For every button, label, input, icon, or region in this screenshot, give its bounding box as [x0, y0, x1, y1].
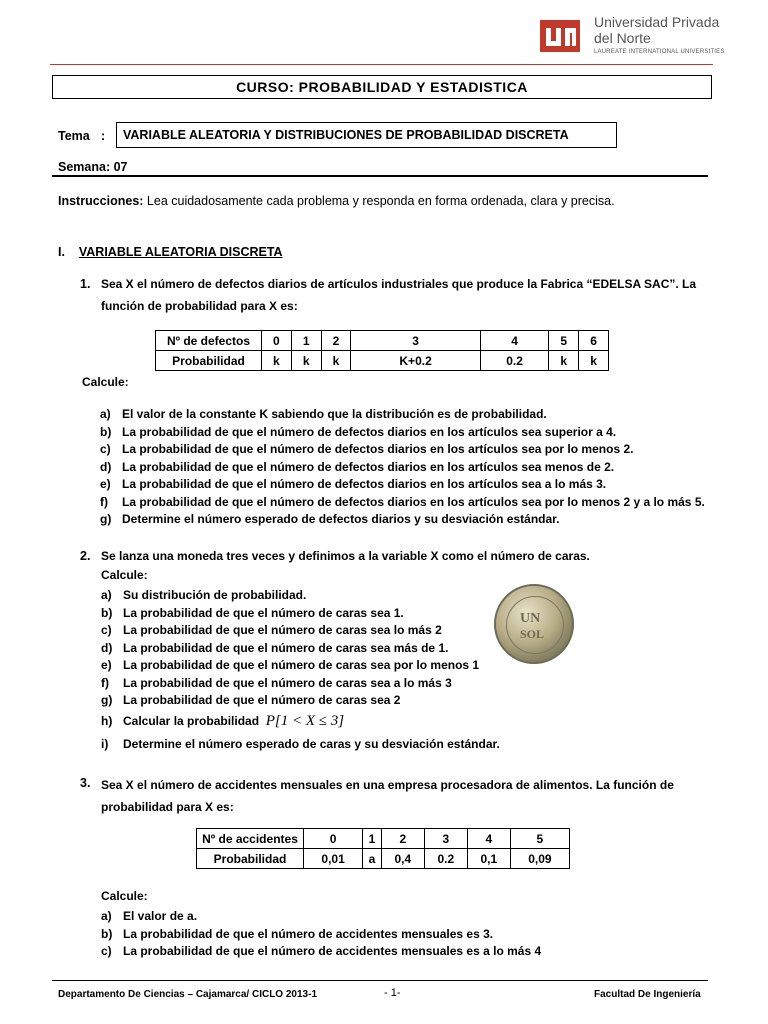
footer-divider — [52, 980, 708, 981]
item-text: La probabilidad de que el número de defectos diarios en los artículos sea superior a 4. — [122, 424, 617, 439]
list-item — [101, 908, 541, 926]
problem-2-number: 2. — [80, 549, 91, 563]
item-label: a) — [101, 909, 112, 923]
list-item — [101, 605, 500, 623]
list-item — [101, 675, 500, 693]
table-cell: k — [262, 351, 292, 371]
table-cell: Nº de accidentes — [197, 829, 304, 849]
item-text: La probabilidad de que el número de defectos diarios en los artículos sea por lo menos 2. — [122, 442, 634, 456]
problem-3-number: 3. — [80, 776, 91, 790]
table-row — [197, 829, 570, 849]
table-cell: 0,09 — [510, 849, 569, 869]
item-label: c) — [101, 623, 112, 637]
table-cell: k — [579, 351, 609, 371]
problem-3-line2: probabilidad para X es: — [101, 800, 234, 814]
item-label: b) — [101, 926, 113, 941]
table-cell: k — [321, 351, 351, 371]
item-label: c) — [100, 442, 111, 456]
item-text: La probabilidad de que el número de defectos diarios en los artículos sea por lo menos 2 y a lo más 5. — [122, 494, 705, 509]
item-text: La probabilidad de que el número de defectos diarios en los artículos sea a lo más 3. — [122, 477, 607, 491]
table-cell: 0,01 — [304, 849, 363, 869]
list-item — [101, 943, 541, 961]
item-text: La probabilidad de que el número de caras sea por lo menos 1 — [123, 658, 480, 672]
table-cell: a — [363, 849, 382, 869]
list-item — [100, 406, 705, 424]
item-label: d) — [100, 459, 112, 474]
tema-value: VARIABLE ALEATORIA Y DISTRIBUCIONES DE PROBABILIDAD DISCRETA — [116, 122, 617, 148]
item-text: Calcular la probabilidad — [123, 713, 260, 728]
problem-2-statement: Se lanza una moneda tres veces y definimos a la variable X como el número de caras. — [101, 549, 590, 563]
instructions-label: Instrucciones: — [58, 194, 144, 208]
item-text: Determine el número esperado de caras y su desviación estándar. — [123, 736, 500, 751]
problem-3-items — [101, 908, 541, 961]
table-cell: Nº de defectos — [156, 331, 262, 351]
list-item — [100, 424, 705, 442]
table-cell: 0,1 — [467, 849, 510, 869]
list-item — [101, 587, 500, 605]
problem-1-line2: función de probabilidad para X es: — [101, 299, 298, 313]
item-label: e) — [100, 477, 111, 491]
table-cell: K+0.2 — [351, 351, 480, 371]
item-text: La probabilidad de que el número de caras sea más de 1. — [123, 640, 449, 655]
table-cell: 0 — [304, 829, 363, 849]
table-cell: 5 — [510, 829, 569, 849]
item-text: El valor de la constante K sabiendo que la distribución es de probabilidad. — [122, 407, 547, 421]
list-item — [101, 710, 500, 732]
problem-1-items — [100, 406, 705, 529]
tema-label: Tema — [58, 129, 90, 143]
table-cell: 1 — [291, 331, 321, 351]
table-cell: 0 — [262, 331, 292, 351]
university-logo-icon — [540, 20, 580, 52]
problem-1-table — [155, 330, 609, 371]
table-row — [156, 331, 609, 351]
list-item — [101, 640, 500, 658]
table-cell: k — [549, 351, 579, 371]
table-cell: 5 — [549, 331, 579, 351]
item-label: b) — [101, 605, 113, 620]
semana: Semana: 07 — [58, 160, 128, 174]
university-name-line1: Universidad Privada — [594, 14, 720, 30]
instructions-text: Lea cuidadosamente cada problema y responda en forma ordenada, clara y precisa. — [143, 194, 615, 208]
item-label: g) — [101, 693, 113, 707]
problem-1-line1: Sea X el número de defectos diarios de artículos industriales que produce la Fabrica “EDELSA SAC”. La — [101, 277, 697, 291]
problem-3-table — [196, 828, 570, 869]
section-number: I. — [58, 245, 65, 259]
problem-3-statement — [101, 776, 707, 816]
list-item — [100, 494, 705, 512]
item-text: La probabilidad de que el número de caras sea 2 — [123, 693, 401, 707]
list-item — [100, 459, 705, 477]
table-cell: 3 — [351, 331, 480, 351]
table-row — [197, 849, 570, 869]
item-label: g) — [100, 512, 112, 526]
course-title: CURSO: PROBABILIDAD Y ESTADISTICA — [52, 75, 712, 99]
item-text: El valor de a. — [123, 909, 198, 923]
item-label: f) — [100, 494, 108, 509]
table-cell: 0.2 — [424, 849, 467, 869]
header-divider — [50, 64, 713, 65]
item-label: a) — [100, 407, 111, 421]
list-item — [101, 736, 500, 754]
list-item — [100, 441, 705, 459]
list-item — [100, 476, 705, 494]
problem-2-calcule: Calcule: — [101, 568, 148, 582]
table-cell: 0.2 — [480, 351, 549, 371]
item-label: e) — [101, 658, 112, 672]
problem-3-line1: Sea X el número de accidentes mensuales en una empresa procesadora de alimentos. La función de — [101, 778, 674, 792]
tema-colon: : — [101, 129, 106, 143]
table-cell: 3 — [424, 829, 467, 849]
item-label: a) — [101, 588, 112, 602]
svg-text:SOL: SOL — [520, 627, 545, 641]
item-label: f) — [101, 675, 109, 690]
item-label: d) — [101, 640, 113, 655]
list-item — [100, 511, 705, 529]
table-cell: k — [291, 351, 321, 371]
table-cell: Probabilidad — [156, 351, 262, 371]
table-cell: 4 — [467, 829, 510, 849]
problem-2-items — [101, 587, 500, 753]
footer-faculty: Facultad De Ingeniería — [594, 989, 701, 1000]
table-cell: 0,4 — [381, 849, 424, 869]
table-cell: 1 — [363, 829, 382, 849]
item-text: La probabilidad de que el número de caras sea lo más 2 — [123, 623, 442, 637]
item-text: La probabilidad de que el número de accidentes mensuales es 3. — [123, 926, 494, 941]
item-label: c) — [101, 944, 112, 958]
university-subtitle: LAUREATE INTERNATIONAL UNIVERSITIES — [594, 49, 725, 55]
coin-relief-icon — [506, 596, 562, 652]
item-text: La probabilidad de que el número de caras sea 1. — [123, 605, 404, 620]
page-number: - 1- — [384, 987, 401, 999]
item-text: La probabilidad de que el número de defectos diarios en los artículos sea menos de 2. — [122, 459, 615, 474]
problem-1-calcule: Calcule: — [82, 375, 129, 389]
problem-3-calcule: Calcule: — [101, 889, 148, 903]
table-cell: 2 — [381, 829, 424, 849]
item-text: La probabilidad de que el número de caras sea a lo más 3 — [123, 675, 452, 690]
svg-text:UN: UN — [520, 611, 541, 626]
list-item — [101, 692, 500, 710]
item-text: Su distribución de probabilidad. — [123, 588, 307, 602]
instructions — [58, 194, 615, 208]
item-label: h) — [101, 713, 113, 728]
divider — [52, 175, 708, 177]
footer-department: Departamento De Ciencias – Cajamarca/ CICLO 2013-1 — [58, 989, 317, 1000]
table-cell: 6 — [579, 331, 609, 351]
list-item — [101, 657, 500, 675]
item-text: Determine el número esperado de defectos diarios y su desviación estándar. — [122, 512, 560, 526]
problem-1-number: 1. — [80, 277, 91, 291]
section-title: VARIABLE ALEATORIA DISCRETA — [78, 245, 283, 259]
section-heading — [58, 245, 283, 259]
item-label: i) — [101, 736, 109, 751]
table-row — [156, 351, 609, 371]
item-text: La probabilidad de que el número de accidentes mensuales es a lo más 4 — [123, 944, 542, 958]
item-label: b) — [100, 424, 112, 439]
probability-formula: P[1 < X ≤ 3] — [265, 712, 345, 729]
list-item — [101, 926, 541, 944]
table-cell: 2 — [321, 331, 351, 351]
problem-1-statement — [101, 275, 707, 315]
table-cell: 4 — [480, 331, 549, 351]
list-item — [101, 622, 500, 640]
university-name-line2: del Norte — [594, 30, 651, 46]
table-cell: Probabilidad — [197, 849, 304, 869]
